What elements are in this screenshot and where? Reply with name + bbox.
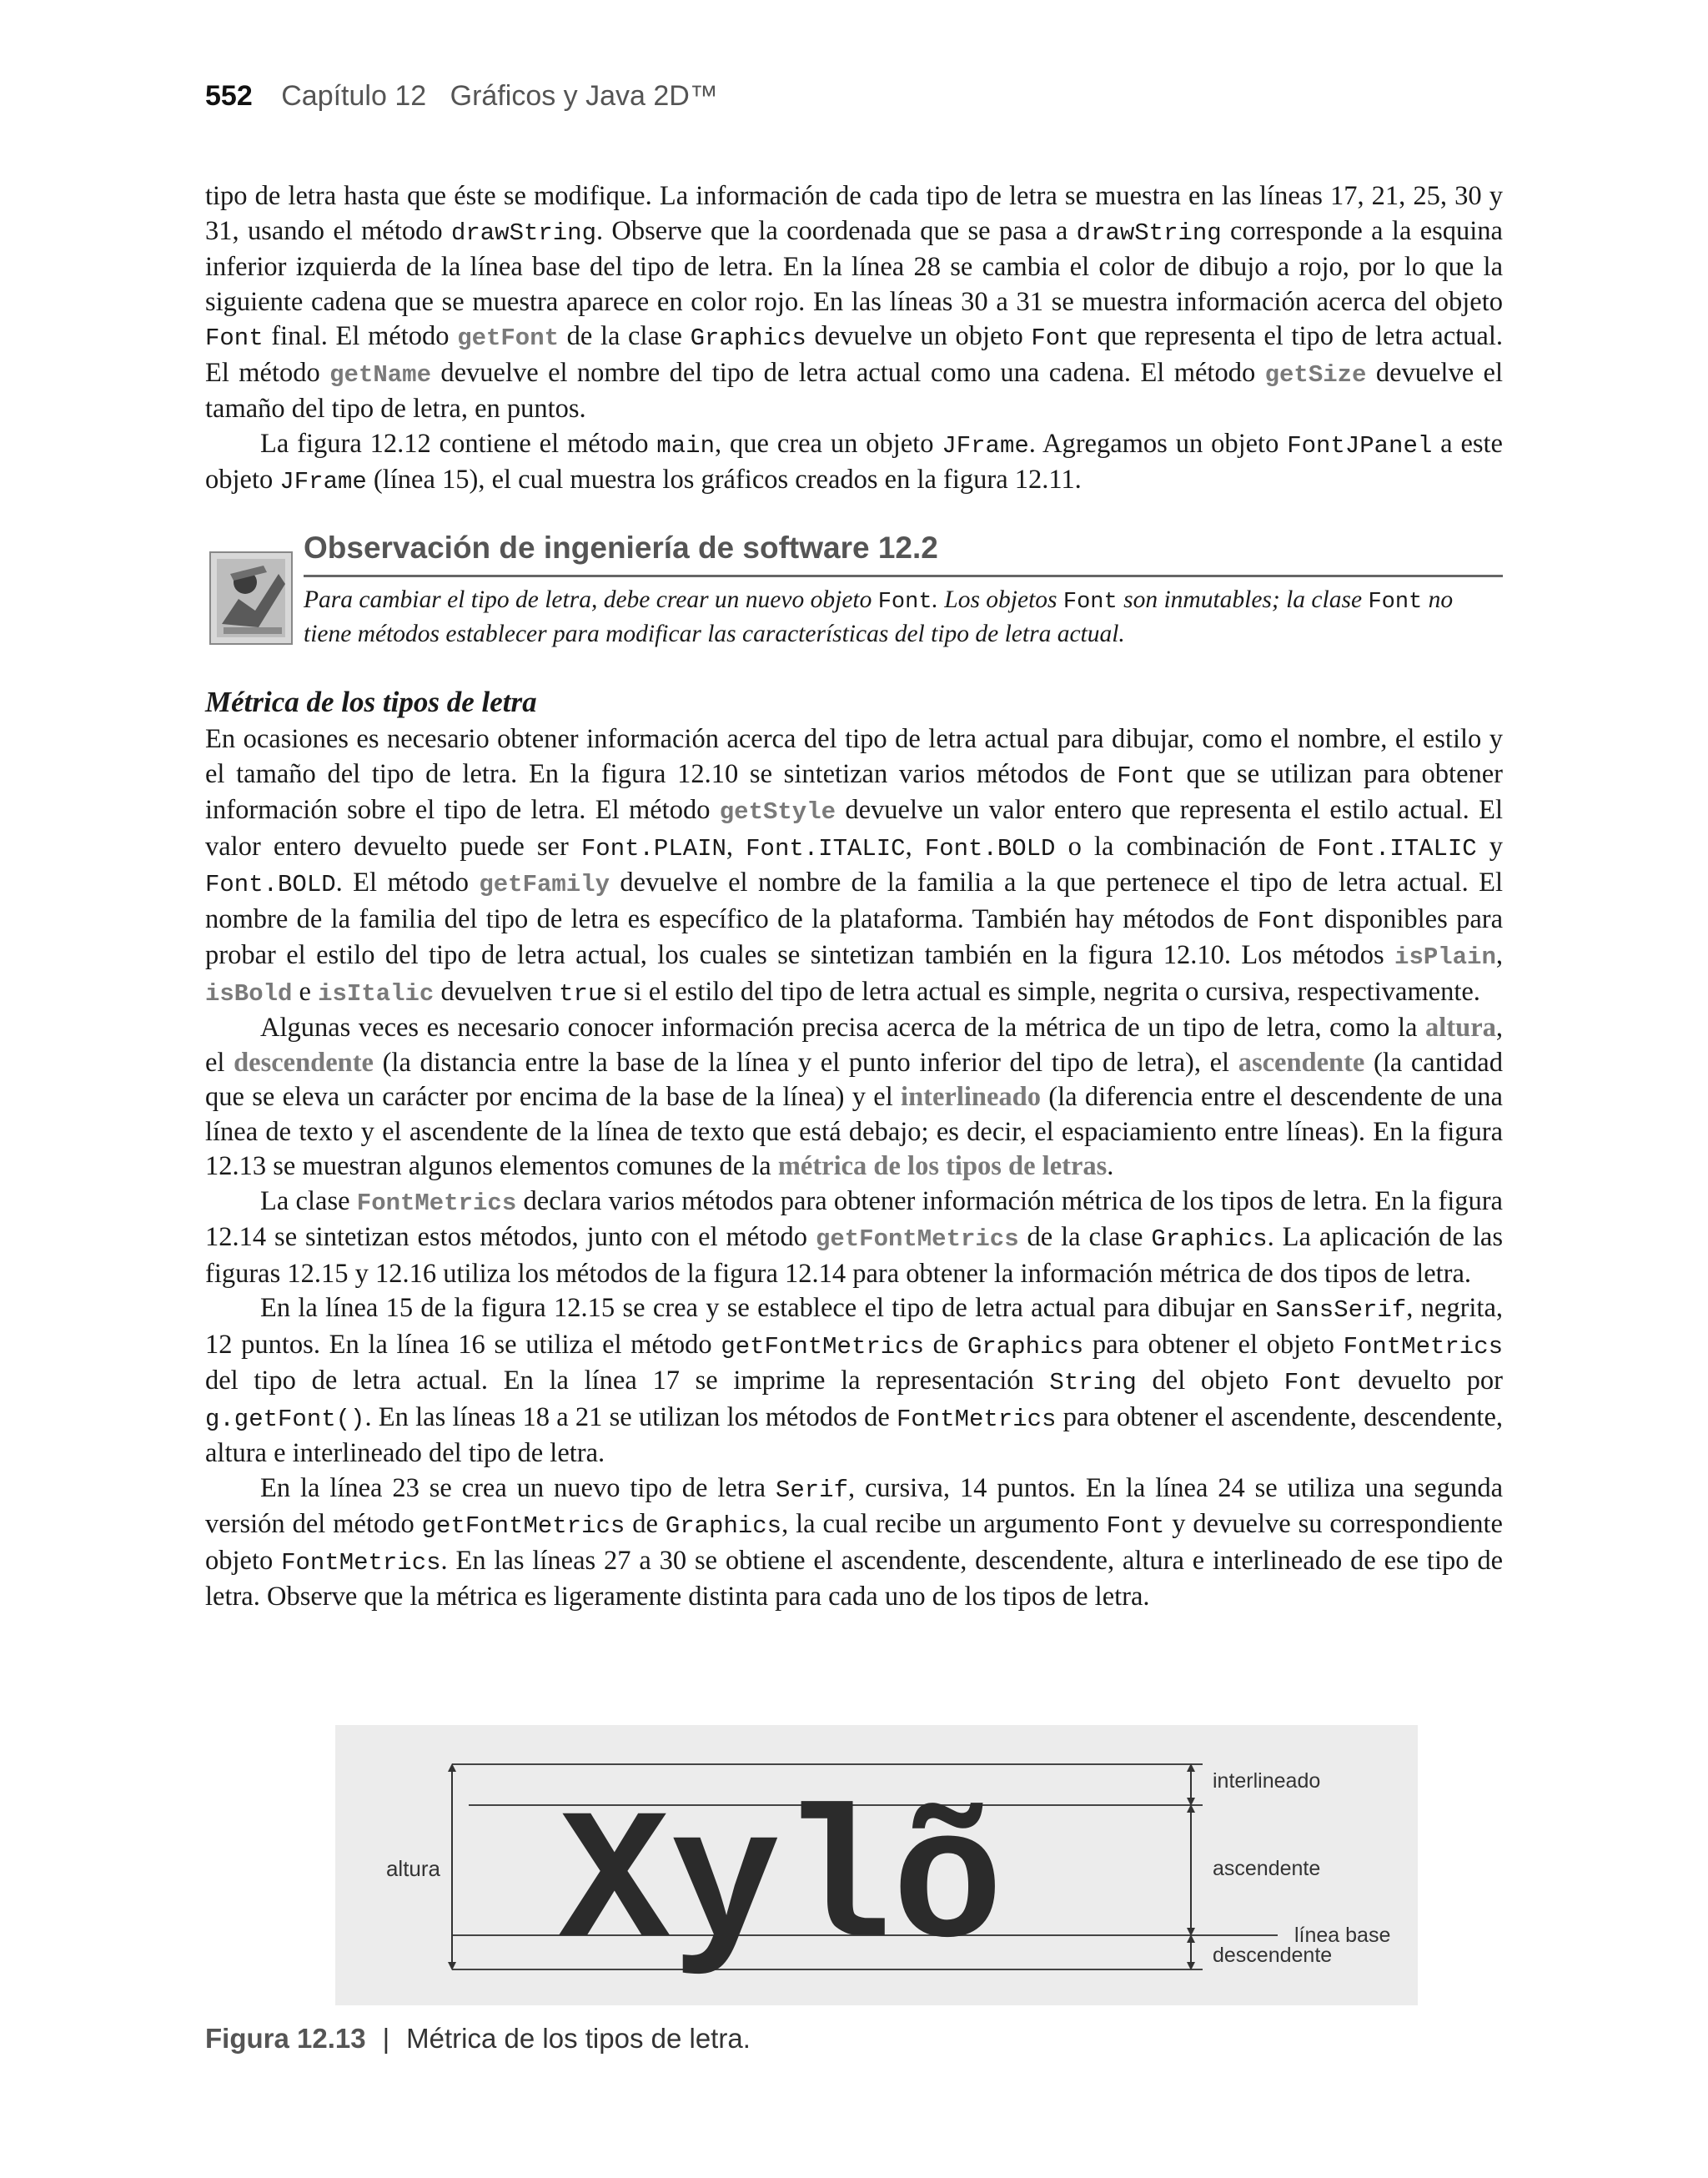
figure-number: Figura 12.13 [205, 2023, 366, 2054]
sample-text: Xylõ [559, 1781, 1003, 1991]
paragraph: Algunas veces es necesario conocer información precisa acerca de la métrica de un tipo de letra, como la altura, el descendente (la distancia entre la base de la línea y el punto inferior del tipo de letra), el ascendente (la cantidad que se eleva un carácter por encima de la base de la línea) y el interlineado (la diferencia entre el descendente de una línea de texto y el ascendente de la línea de texto que está debajo; es decir, el espaciamiento entre líneas). En la figura 12.13 se muestran algunos elementos comunes de la métrica de los tipos de letras. [205, 1013, 1503, 1181]
note-title: Observación de ingeniería de software 12.2 [304, 531, 938, 565]
descent-label: descendente [1213, 1944, 1333, 1967]
ascent-label: ascendente [1213, 1857, 1321, 1880]
note-text: Para cambiar el tipo de letra, debe crear un nuevo objeto Font. Los objetos Font son inmutables; la clase Font no tiene métodos establecer para modificar las características del tipo de letra actual. [304, 586, 1454, 647]
paragraph: En ocasiones es necesario obtener información acerca del tipo de letra actual para dibujar, como el nombre, el estilo y el tamaño del tipo de letra. En la figura 12.10 se sintetizan varios métodos de Font que se utilizan para obtener información sobre el tipo de letra. El método getStyle devuelve un valor entero que representa el estilo actual. El valor entero devuelto puede ser Font.PLAIN, Font.ITALIC, Font.BOLD o la combinación de Font.ITALIC y Font.BOLD. El método getFamily devuelve el nombre de la familia a la que pertenece el tipo de letra actual. El nombre de la familia del tipo de letra es específico de la plataforma. También hay métodos de Font disponibles para probar el estilo del tipo de letra actual, los cuales se sintetizan también en la figura 12.10. Los métodos isPlain, isBold e isItalic devuelven true si el estilo del tipo de letra actual es simple, negrita o cursiva, respectivamente. [205, 724, 1504, 1008]
divider [304, 575, 1503, 577]
chapter-label: Capítulo 12 [281, 80, 427, 112]
page-number: 552 [205, 80, 253, 112]
caption-separator: | [382, 2023, 390, 2054]
font-metrics-figure [335, 1725, 1418, 2005]
section-text [205, 722, 1503, 1615]
figure-caption [205, 2023, 751, 2055]
paragraph: En la línea 15 de la figura 12.15 se crea y se establece el tipo de letra actual para dibujar en SansSerif, negrita, 12 puntos. En la línea 16 se utiliza el método getFontMetrics de Graphics para obtener el objeto FontMetrics del tipo de letra actual. En la línea 17 se imprime la representación String del objeto Font devuelto por g.getFont(). En las líneas 18 a 21 se utilizan los métodos de FontMetrics para obtener el ascendente, descendente, altura e interlineado del tipo de letra. [205, 1293, 1504, 1468]
section-heading: Métrica de los tipos de letra [205, 686, 537, 718]
paragraph: La clase FontMetrics declara varios métodos para obtener información métrica de los tipos de letra. En la figura 12.14 se sintetizan estos métodos, junto con el método getFontMetrics de la clase Graphics. La aplicación de las figuras 12.15 y 12.16 utiliza los métodos de la figura 12.14 para obtener la información métrica de dos tipos de letra. [205, 1185, 1503, 1289]
running-head [205, 80, 718, 113]
paragraph: La figura 12.12 contiene el método main, que crea un objeto JFrame. Agregamos un objeto FontJPanel a este objeto JFrame (línea 15), el cual muestra los gráficos creados en la figura 12.11. [205, 428, 1503, 495]
intro-text [205, 179, 1503, 500]
software-engineering-icon [205, 541, 299, 651]
height-label: altura [385, 1856, 440, 1881]
software-engineering-note [205, 531, 1503, 656]
leading-label: interlineado [1213, 1769, 1321, 1793]
chapter-title: Gráficos y Java 2D™ [450, 80, 718, 112]
paragraph: En la línea 23 se crea un nuevo tipo de letra Serif, cursiva, 14 puntos. En la línea 24 se utiliza una segunda versión del método getFontMetrics de Graphics, la cual recibe un argumento Font y devuelve su correspondiente objeto FontMetrics. En las líneas 27 a 30 se obtiene el ascendente, descendente, altura e interlineado de ese tipo de letra. Observe que la métrica es ligeramente distinta para cada uno de los tipos de letra. [205, 1472, 1503, 1612]
paragraph: tipo de letra hasta que éste se modifique. La información de cada tipo de letra se muestra en las líneas 17, 21, 25, 30 y 31, usando el método drawString. Observe que la coordenada que se pasa a drawString corresponde a la esquina inferior izquierda de la línea base del tipo de letra. En la línea 28 se cambia el color de dibujo a rojo, por lo que la siguiente cadena que se muestra aparece en color rojo. En las líneas 30 a 31 se muestra información acerca del objeto Font final. El método getFont de la clase Graphics devuelve un objeto Font que representa el tipo de letra actual. El método getName devuelve el nombre del tipo de letra actual como una cadena. El método getSize devuelve el tamaño del tipo de letra, en puntos. [205, 181, 1503, 424]
baseline-label: línea base [1294, 1924, 1391, 1947]
caption-text: Métrica de los tipos de letra. [406, 2023, 751, 2054]
